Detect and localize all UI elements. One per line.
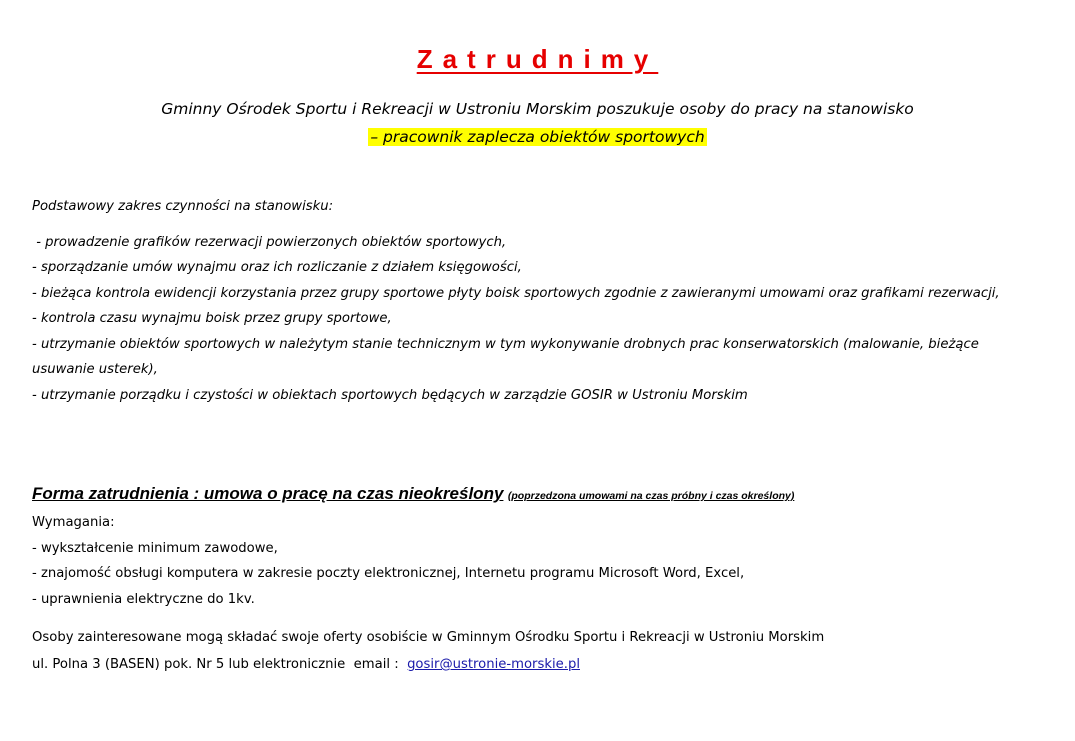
duties-list	[32, 230, 1042, 409]
position-highlight: – pracownik zaplecza obiektów sportowych	[370, 128, 705, 146]
requirement-item: - wykształcenie minimum zawodowe,	[32, 540, 278, 556]
employment-form-note: (poprzedzona umowami na czas próbny i czas określony)	[507, 490, 795, 502]
contact-address: ul. Polna 3 (BASEN) pok. Nr 5 lub elektronicznie email :	[32, 657, 408, 672]
employment-form-main: Forma zatrudnienia : umowa o pracę na czas nieokreślony	[32, 484, 504, 503]
duties-section	[32, 194, 1042, 408]
requirements-section	[32, 510, 1042, 612]
duty-item: - prowadzenie grafików rezerwacji powierzonych obiektów sportowych,	[32, 234, 507, 250]
position-line	[0, 128, 1075, 146]
requirement-item: - znajomość obsługi komputera w zakresie poczty elektronicznej, Internetu programu Microsoft Word, Excel,	[32, 566, 745, 581]
contact-address-line	[32, 651, 1042, 678]
duty-item: - bieżąca kontrola ewidencji korzystania przez grupy sportowe płyty boisk sportowych zgodnie z zawieranymi umowami oraz grafikami rezerwacji,	[32, 285, 1000, 301]
employment-form	[32, 484, 1062, 504]
intro-line: Gminny Ośrodek Sportu i Rekreacji w Ustroniu Morskim poszukuje osoby do pracy na stanowisko	[161, 100, 914, 118]
contact-line: Osoby zainteresowane mogą składać swoje oferty osobiście w Gminnym Ośrodku Sportu i Rekreacji w Ustroniu Morskim	[32, 630, 825, 645]
duty-item: - sporządzanie umów wynajmu oraz ich rozliczanie z działem księgowości,	[32, 260, 522, 275]
requirement-item: - uprawnienia elektryczne do 1kv.	[32, 591, 255, 607]
requirements-heading: Wymagania:	[32, 515, 115, 530]
duties-heading: Podstawowy zakres czynności na stanowisku:	[32, 199, 334, 214]
duty-item: - kontrola czasu wynajmu boisk przez grupy sportowe,	[32, 311, 392, 326]
duty-item: - utrzymanie obiektów sportowych w należytym stanie technicznym w tym wykonywanie drobnych prac konserwatorskich (malowanie, bieżące usuwanie usterek),	[32, 336, 979, 377]
email-link[interactable]: gosir@ustronie-morskie.pl	[407, 657, 580, 672]
page-title: Zatrudnimy	[416, 44, 659, 74]
duty-item: - utrzymanie porządku i czystości w obiektach sportowych będących w zarządzie GOSIR w Ustroniu Morskim	[32, 387, 748, 403]
contact-section	[32, 624, 1042, 678]
